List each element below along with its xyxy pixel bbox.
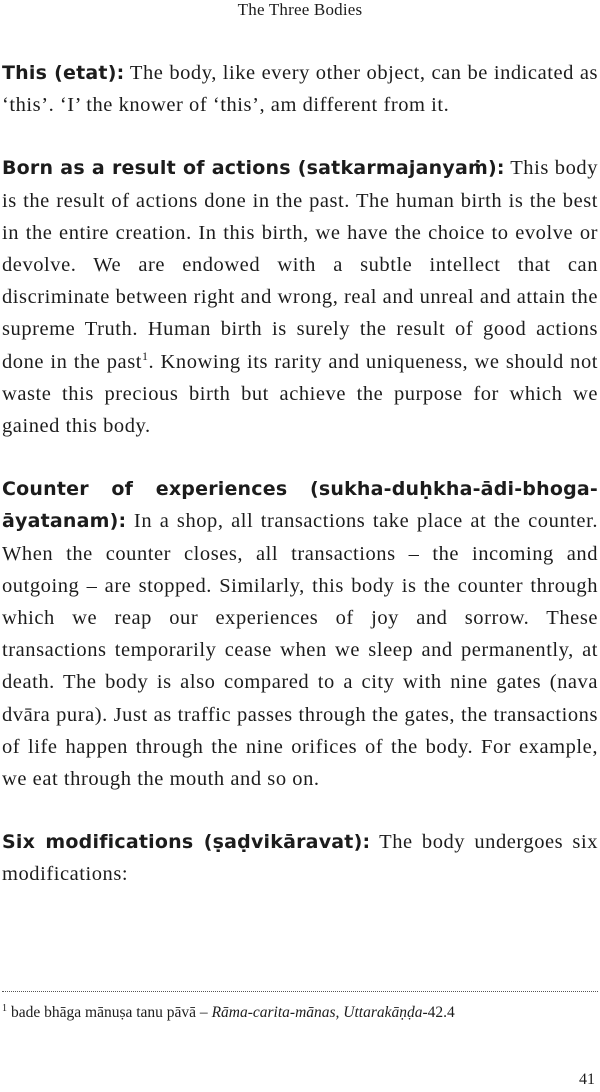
paragraph-born-of-actions	[2, 152, 598, 442]
paragraph-text: In a shop, all transactions take place at the counter. When the counter closes, all transactions – the incoming and outgoing – are stopped. Similarly, this body is the counter through which we reap our experiences of joy and sorrow. These transactions temporarily cease when we sleep and permanently, at death. The body is also compared to a city with nine gates (nava dvāra pura). Just as traffic passes through the gates, the transactions of life happen through the nine orifices of the body. For example, we eat through the mouth and so on.	[2, 510, 598, 791]
term-heading: Born as a result of actions (satkarmajanyaṁ):	[2, 157, 505, 180]
footnote-source: Rāma-carita-mānas, Uttarakāṇḍa	[211, 1004, 423, 1021]
footnote-divider	[2, 991, 598, 992]
paragraph-text: This body is the result of actions done in the past. The human birth is the best in the entire creation. In this birth, we have the choice to evolve or devolve. We are endowed with a subtle intellect that can discriminate between right and wrong, real and unreal and attain the supreme Truth. Human birth is surely the result of good actions done in the past	[2, 157, 599, 373]
footnote-ref: -42.4	[422, 1004, 455, 1021]
paragraph-this	[2, 57, 598, 121]
page-number: 41	[579, 1071, 595, 1088]
paragraph-text-continued: . Knowing its rarity and uniqueness, we should not waste this precious birth but achieve the purpose for which we gained this body.	[2, 350, 598, 438]
term-heading: Six modifications (ṣaḍvikāravat):	[2, 831, 371, 854]
term-heading: Counter of experiences (sukha-duḥkha-ādi-bhoga-āyatanam):	[2, 478, 598, 533]
page-body	[2, 57, 598, 922]
term-heading: This (etat):	[2, 62, 125, 84]
running-head: The Three Bodies	[237, 0, 363, 19]
paragraph-text: The body undergoes six modifications:	[2, 831, 598, 886]
footnote	[2, 1003, 598, 1023]
paragraph-counter-of-experiences	[2, 473, 598, 795]
footnote-number: 1	[2, 1002, 7, 1014]
footnote-reference[interactable]: 1	[141, 348, 149, 363]
paragraph-text: The body, like every other object, can be indicated as ‘this’. ‘I’ the knower of ‘this’, am different from it.	[2, 62, 598, 117]
footnote-text: bade bhāga mānuṣa tanu pāvā –	[11, 1004, 212, 1021]
paragraph-six-modifications	[2, 826, 598, 890]
